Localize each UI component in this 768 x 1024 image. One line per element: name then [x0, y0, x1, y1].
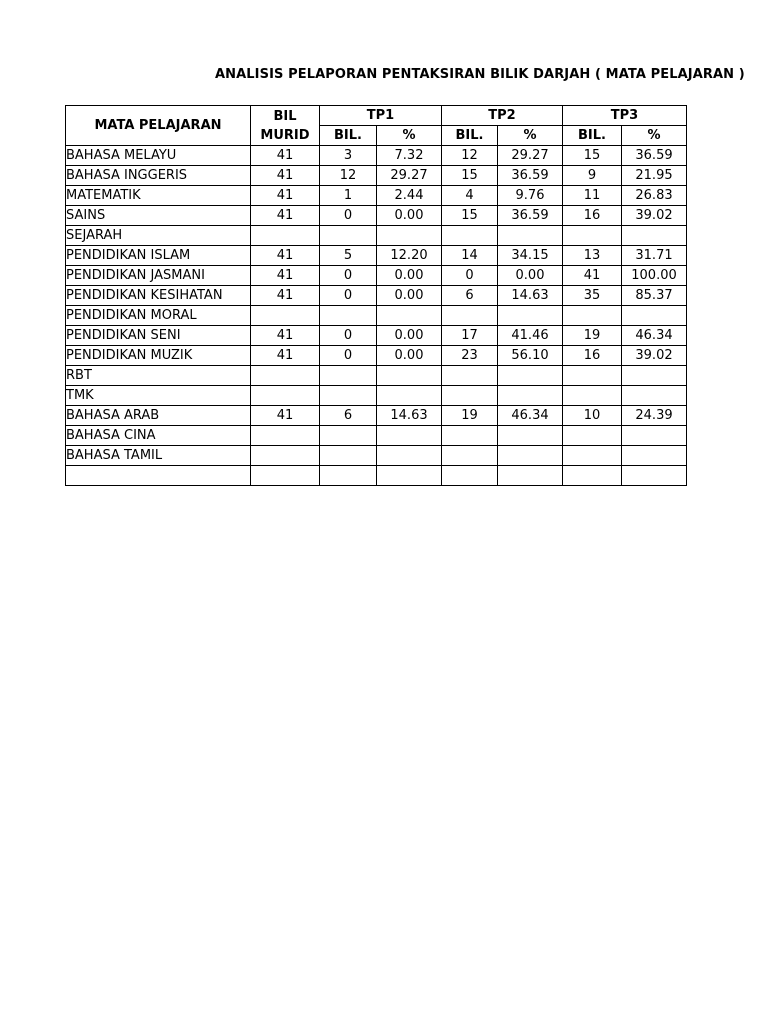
bil-murid-cell: 41: [251, 346, 320, 366]
tp2-percent-cell: [498, 426, 563, 446]
header-row-1: [66, 106, 687, 126]
tp3-group-header: TP3: [563, 106, 687, 126]
tp3-bil-cell: 15: [563, 146, 622, 166]
table-row: [66, 286, 687, 306]
tp3-percent-cell: 26.83: [622, 186, 687, 206]
tp1-percent-cell: [377, 426, 442, 446]
bil-murid-column-header: [251, 106, 320, 146]
tp3-bil-cell: 35: [563, 286, 622, 306]
tp1-percent-cell: 0.00: [377, 266, 442, 286]
tp2-bil-cell: [442, 386, 498, 406]
bil-murid-cell: [251, 466, 320, 486]
tp1-percent-cell: [377, 366, 442, 386]
tp2-bil-cell: 17: [442, 326, 498, 346]
tp3-percent-cell: 39.02: [622, 206, 687, 226]
tp3-percent-cell: 85.37: [622, 286, 687, 306]
subject-cell: PENDIDIKAN ISLAM: [66, 246, 251, 266]
tp3-bil-cell: 13: [563, 246, 622, 266]
subject-cell: MATEMATIK: [66, 186, 251, 206]
table-row: [66, 226, 687, 246]
subject-cell: PENDIDIKAN JASMANI: [66, 266, 251, 286]
tp3-percent-cell: 36.59: [622, 146, 687, 166]
tp1-bil-cell: [320, 226, 377, 246]
tp1-percent-cell: 0.00: [377, 206, 442, 226]
bil-murid-cell: 41: [251, 286, 320, 306]
tp1-percent-cell: 14.63: [377, 406, 442, 426]
tp3-bil-cell: 16: [563, 346, 622, 366]
bil-murid-cell: 41: [251, 146, 320, 166]
tp1-percent-cell: 29.27: [377, 166, 442, 186]
tp2-bil-cell: [442, 306, 498, 326]
table-row: [66, 466, 687, 486]
tp3-percent-cell: [622, 226, 687, 246]
subject-cell: BAHASA CINA: [66, 426, 251, 446]
tp3-bil-cell: 19: [563, 326, 622, 346]
subject-cell: PENDIDIKAN MUZIK: [66, 346, 251, 366]
tp2-percent-cell: 9.76: [498, 186, 563, 206]
tp2-bil-cell: 12: [442, 146, 498, 166]
tp2-percent-cell: 14.63: [498, 286, 563, 306]
tp2-percent-cell: 41.46: [498, 326, 563, 346]
tp2-percent-cell: 46.34: [498, 406, 563, 426]
tp1-percent-cell: [377, 446, 442, 466]
tp3-percent-cell: 21.95: [622, 166, 687, 186]
tp1-percent-cell: [377, 306, 442, 326]
subject-cell: PENDIDIKAN SENI: [66, 326, 251, 346]
table-row: [66, 406, 687, 426]
subject-cell: BAHASA ARAB: [66, 406, 251, 426]
bil-murid-cell: [251, 446, 320, 466]
table-row: [66, 306, 687, 326]
subject-column-header: MATA PELAJARAN: [66, 106, 251, 146]
tp2-percent-cell: [498, 306, 563, 326]
tp3-bil-cell: 41: [563, 266, 622, 286]
tp3-percent-cell: [622, 366, 687, 386]
bil-murid-header-line1: BIL: [273, 108, 297, 124]
tp2-percent-cell: 56.10: [498, 346, 563, 366]
tp1-group-header: TP1: [320, 106, 442, 126]
subject-cell: PENDIDIKAN MORAL: [66, 306, 251, 326]
tp2-percent-cell: [498, 226, 563, 246]
tp3-bil-cell: [563, 386, 622, 406]
tp2-percent-cell: [498, 466, 563, 486]
tp2-bil-cell: 15: [442, 166, 498, 186]
tp2-bil-cell: 19: [442, 406, 498, 426]
subject-cell: BAHASA MELAYU: [66, 146, 251, 166]
tp3-percent-cell: [622, 446, 687, 466]
tp1-percent-header: %: [377, 126, 442, 146]
subject-cell: RBT: [66, 366, 251, 386]
tp2-bil-cell: [442, 366, 498, 386]
tp1-bil-cell: 12: [320, 166, 377, 186]
tp1-bil-cell: [320, 446, 377, 466]
bil-murid-cell: [251, 386, 320, 406]
subject-cell: SEJARAH: [66, 226, 251, 246]
tp3-percent-cell: 24.39: [622, 406, 687, 426]
tp1-bil-cell: [320, 466, 377, 486]
bil-murid-cell: [251, 226, 320, 246]
tp3-bil-cell: [563, 446, 622, 466]
tp2-bil-cell: 14: [442, 246, 498, 266]
tp2-bil-cell: 23: [442, 346, 498, 366]
tp1-bil-cell: [320, 366, 377, 386]
table-row: [66, 446, 687, 466]
tp1-bil-cell: [320, 426, 377, 446]
tp1-percent-cell: 2.44: [377, 186, 442, 206]
bil-murid-cell: 41: [251, 246, 320, 266]
tp2-group-header: TP2: [442, 106, 563, 126]
tp1-bil-cell: [320, 386, 377, 406]
tp2-percent-cell: 36.59: [498, 166, 563, 186]
bil-murid-header-line2: MURID: [260, 127, 310, 143]
tp1-bil-cell: [320, 306, 377, 326]
tp3-percent-cell: [622, 386, 687, 406]
tp2-percent-cell: 0.00: [498, 266, 563, 286]
tp3-bil-cell: 16: [563, 206, 622, 226]
tp2-percent-cell: [498, 366, 563, 386]
tp2-bil-cell: 4: [442, 186, 498, 206]
tp3-percent-cell: 46.34: [622, 326, 687, 346]
bil-murid-cell: 41: [251, 406, 320, 426]
assessment-table: [65, 105, 687, 486]
page-title: ANALISIS PELAPORAN PENTAKSIRAN BILIK DARJAH ( MATA PELAJARAN ): [215, 67, 745, 82]
tp3-bil-cell: 11: [563, 186, 622, 206]
tp1-percent-cell: 0.00: [377, 346, 442, 366]
tp2-bil-cell: [442, 226, 498, 246]
tp3-percent-cell: [622, 466, 687, 486]
tp3-bil-header: BIL.: [563, 126, 622, 146]
tp1-bil-cell: 5: [320, 246, 377, 266]
tp1-percent-cell: 0.00: [377, 286, 442, 306]
tp3-bil-cell: [563, 366, 622, 386]
tp1-bil-cell: 0: [320, 346, 377, 366]
tp2-bil-header: BIL.: [442, 126, 498, 146]
tp1-bil-cell: 0: [320, 266, 377, 286]
subject-cell: [66, 466, 251, 486]
tp3-bil-cell: 9: [563, 166, 622, 186]
bil-murid-cell: [251, 426, 320, 446]
tp1-bil-cell: 6: [320, 406, 377, 426]
tp1-bil-cell: 3: [320, 146, 377, 166]
tp1-percent-cell: 12.20: [377, 246, 442, 266]
tp3-percent-header: %: [622, 126, 687, 146]
tp3-bil-cell: [563, 426, 622, 446]
tp2-percent-cell: 29.27: [498, 146, 563, 166]
tp1-percent-cell: 0.00: [377, 326, 442, 346]
tp1-percent-cell: [377, 466, 442, 486]
table-row: [66, 346, 687, 366]
tp2-bil-cell: [442, 466, 498, 486]
table-row: [66, 266, 687, 286]
tp1-bil-cell: 0: [320, 206, 377, 226]
bil-murid-cell: [251, 306, 320, 326]
table-row: [66, 146, 687, 166]
bil-murid-cell: 41: [251, 206, 320, 226]
tp2-bil-cell: 6: [442, 286, 498, 306]
tp2-bil-cell: 15: [442, 206, 498, 226]
subject-cell: PENDIDIKAN KESIHATAN: [66, 286, 251, 306]
tp2-percent-cell: [498, 386, 563, 406]
table-row: [66, 186, 687, 206]
bil-murid-cell: 41: [251, 186, 320, 206]
tp1-percent-cell: [377, 226, 442, 246]
bil-murid-cell: 41: [251, 326, 320, 346]
table-header: [66, 106, 687, 146]
subject-cell: SAINS: [66, 206, 251, 226]
tp2-bil-cell: [442, 446, 498, 466]
table-body: [66, 146, 687, 486]
table-row: [66, 426, 687, 446]
tp1-bil-cell: 0: [320, 326, 377, 346]
subject-cell: TMK: [66, 386, 251, 406]
tp1-percent-cell: 7.32: [377, 146, 442, 166]
tp2-percent-cell: 36.59: [498, 206, 563, 226]
tp2-bil-cell: [442, 426, 498, 446]
table-row: [66, 206, 687, 226]
bil-murid-cell: 41: [251, 266, 320, 286]
tp3-percent-cell: [622, 426, 687, 446]
table-row: [66, 326, 687, 346]
tp3-bil-cell: 10: [563, 406, 622, 426]
bil-murid-cell: [251, 366, 320, 386]
tp3-percent-cell: 31.71: [622, 246, 687, 266]
tp3-percent-cell: 39.02: [622, 346, 687, 366]
tp2-percent-cell: 34.15: [498, 246, 563, 266]
tp2-bil-cell: 0: [442, 266, 498, 286]
tp3-bil-cell: [563, 306, 622, 326]
tp2-percent-cell: [498, 446, 563, 466]
table-row: [66, 366, 687, 386]
tp1-bil-header: BIL.: [320, 126, 377, 146]
tp3-bil-cell: [563, 226, 622, 246]
table-row: [66, 386, 687, 406]
bil-murid-cell: 41: [251, 166, 320, 186]
tp3-bil-cell: [563, 466, 622, 486]
table-row: [66, 166, 687, 186]
tp2-percent-header: %: [498, 126, 563, 146]
table-row: [66, 246, 687, 266]
tp1-percent-cell: [377, 386, 442, 406]
subject-cell: BAHASA INGGERIS: [66, 166, 251, 186]
tp1-bil-cell: 0: [320, 286, 377, 306]
subject-cell: BAHASA TAMIL: [66, 446, 251, 466]
tp3-percent-cell: 100.00: [622, 266, 687, 286]
tp3-percent-cell: [622, 306, 687, 326]
tp1-bil-cell: 1: [320, 186, 377, 206]
